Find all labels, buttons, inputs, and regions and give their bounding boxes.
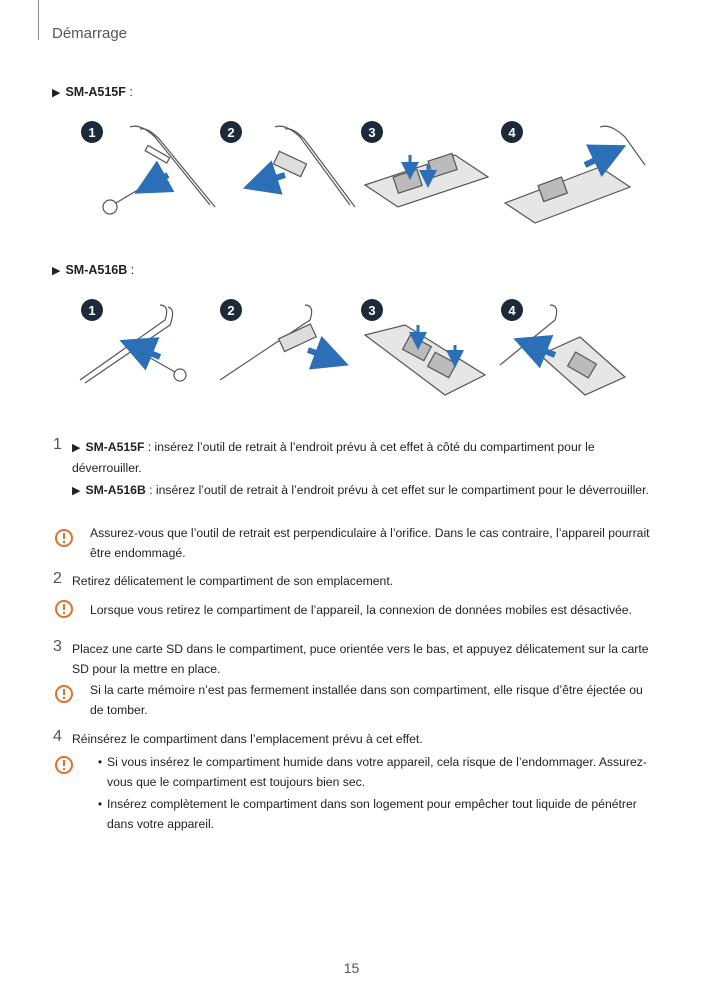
tray-insert-card	[365, 153, 488, 207]
model-b-label: SM-A516B	[65, 263, 128, 277]
step-1-text-b: ▶ SM-A516B : insérez l’outil de retrait à l’endroit prévu à cet effet sur le compartiment pour le déverrouiller.	[72, 483, 649, 497]
tray-insert-card	[365, 325, 485, 395]
step-number-2: 2	[53, 570, 62, 587]
step-4-text: Réinsérez le compartiment dans l’emplacement prévu à cet effet.	[72, 732, 423, 746]
figure-badge-4	[501, 299, 523, 321]
step-number-1: 1	[53, 436, 62, 453]
section-title: Démarrage	[52, 25, 128, 42]
model-heading-a	[52, 85, 133, 99]
figure-badge-2	[220, 299, 242, 321]
figure-badge-1	[81, 121, 103, 143]
figure-badge-3	[361, 121, 383, 143]
tray-reinsert	[505, 126, 645, 223]
warning-icon	[54, 599, 74, 619]
tray-removal	[260, 126, 355, 207]
figure-badge-1	[81, 299, 103, 321]
model-a-suffix: :	[125, 85, 133, 99]
svg-text:3: 3	[368, 303, 376, 318]
svg-text:4: 4	[508, 303, 516, 318]
step-2-text: Retirez délicatement le compartiment de son emplacement.	[72, 574, 394, 588]
svg-text:2: 2	[227, 125, 235, 140]
figure-badge-2	[220, 121, 242, 143]
bullet-marker: •	[97, 797, 103, 811]
figure-badge-4	[501, 121, 523, 143]
svg-text:4: 4	[508, 125, 516, 140]
warning-icon	[54, 528, 74, 548]
svg-text:3: 3	[368, 125, 376, 140]
triangle-icon: ▶	[52, 265, 61, 277]
model-b-suffix: :	[127, 263, 135, 277]
header-rule	[38, 0, 39, 40]
figure-badge-3	[361, 299, 383, 321]
page-number: 15	[343, 960, 360, 976]
model-heading-b	[52, 263, 134, 277]
step-2-note: Lorsque vous retirez le compartiment de l’appareil, la connexion de données mobiles est désactivée.	[90, 603, 632, 617]
step-3-note: Si la carte mémoire n’est pas fermement installée dans son compartiment, elle risque d’être éjectée ou de tomber.	[90, 683, 643, 717]
triangle-icon: ▶	[52, 87, 61, 99]
triangle-icon: ▶	[72, 442, 81, 454]
svg-text:1: 1	[88, 125, 96, 140]
step-1-text-a: ▶ SM-A515F : insérez l’outil de retrait à l’endroit prévu à cet effet à côté du compartiment pour le déverrouiller.	[72, 440, 595, 475]
illustration-sm-a516b	[60, 295, 650, 405]
triangle-icon: ▶	[72, 485, 81, 497]
step-4-bullet-2: Insérez complètement le compartiment dans son logement pour empêcher tout liquide de pénétrer dans votre appareil.	[107, 797, 637, 831]
step-number-3: 3	[53, 638, 62, 655]
phone-eject-pin	[103, 126, 215, 214]
warning-icon	[54, 684, 74, 704]
illustration-sm-a515f	[60, 115, 650, 225]
step-3-text: Placez une carte SD dans le compartiment, puce orientée vers le bas, et appuyez délicatement sur la carte SD pour la mettre en place.	[72, 642, 649, 676]
svg-text:1: 1	[88, 303, 96, 318]
svg-text:2: 2	[227, 303, 235, 318]
step-1-note: Assurez-vous que l’outil de retrait est perpendiculaire à l’orifice. Dans le cas contraire, l’appareil pourrait être endommagé.	[90, 526, 650, 560]
bullet-marker: •	[97, 755, 103, 769]
step-4-bullet-1: Si vous insérez le compartiment humide dans votre appareil, cela risque de l’endommager. Assurez-vous que le compartiment est toujours bien sec.	[107, 755, 647, 789]
model-a-label: SM-A515F	[65, 85, 126, 99]
warning-icon	[54, 755, 74, 775]
step-number-4: 4	[53, 728, 62, 745]
